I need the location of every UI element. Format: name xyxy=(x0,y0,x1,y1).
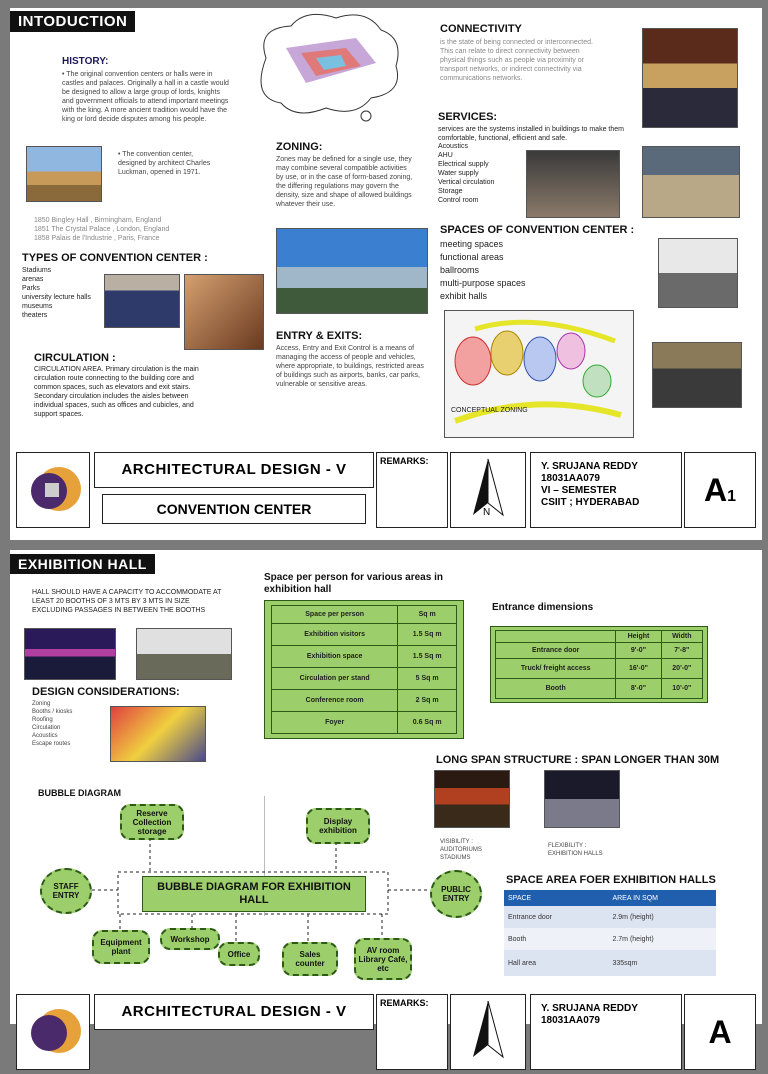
space-table-cell: 2 Sq m xyxy=(398,690,457,712)
spaces-item: ballrooms xyxy=(440,265,480,275)
types-item: Stadiums xyxy=(22,267,52,274)
remarks-label: REMARKS: xyxy=(380,998,429,1008)
entrance-table-cell: 8'-0" xyxy=(616,679,661,699)
sheet-number-box xyxy=(684,452,756,528)
sheet-number-sub: 1 xyxy=(727,488,736,505)
entrance-table-cell: Entrance door xyxy=(496,643,616,659)
sheet-number-box xyxy=(684,994,756,1070)
student-roll: 18031AA079 xyxy=(541,1015,600,1026)
student-roll: 18031AA079 xyxy=(541,473,600,484)
remarks-label: REMARKS: xyxy=(380,456,429,466)
connectivity-text: is the state of being connected or interconnected. This can relate to direct connectivity between physical things such as people via proximity or transport networks, or indirect connectivity via communications networks. xyxy=(440,39,593,82)
design-item: Roofing xyxy=(32,717,53,723)
museum-photo xyxy=(184,274,264,350)
course-box xyxy=(94,452,374,488)
bubble-display-exhibition: Display exhibition xyxy=(306,808,370,844)
bubble-av-room: AV room Library Café, etc xyxy=(354,938,412,980)
types-title: TYPES OF CONVENTION CENTER : xyxy=(22,252,208,264)
design-item: Booths / kiosks xyxy=(32,709,73,715)
bingley-hall-photo xyxy=(26,146,102,202)
long-span-title: LONG SPAN STRUCTURE : SPAN LONGER THAN 30M xyxy=(436,754,720,766)
zoning-title: ZONING: xyxy=(276,141,323,153)
section-header-exhibition: EXHIBITION HALL xyxy=(10,554,155,574)
project-box xyxy=(102,494,366,524)
entrance-table-cell: 16'-0" xyxy=(616,659,661,679)
spaces-item: multi-purpose spaces xyxy=(440,278,526,288)
bubble-sales-counter: Sales counter xyxy=(282,942,338,976)
bubble-reserve-storage: Reserve Collection storage xyxy=(120,804,184,840)
sheet-number xyxy=(685,453,755,534)
sheet-number: A xyxy=(708,1014,732,1050)
history-title: HISTORY: xyxy=(62,56,109,67)
services-item: Vertical circulation xyxy=(438,179,495,186)
college-logo-icon xyxy=(17,995,89,1069)
entrance-table-cell: 7'-8" xyxy=(661,643,702,659)
services-item: Electrical supply xyxy=(438,161,489,168)
remarks-box xyxy=(376,452,448,528)
hall-interior-photo xyxy=(642,28,738,128)
logo-box xyxy=(16,994,90,1070)
sheet-number-letter: A xyxy=(703,472,728,508)
project-title: CONVENTION CENTER xyxy=(156,501,312,517)
site-sketch-cloud xyxy=(246,8,406,126)
caption-line: EXHIBITION HALLS xyxy=(548,851,603,857)
course-box xyxy=(94,994,374,1030)
design-item: Zoning xyxy=(32,701,51,707)
north-label: N xyxy=(483,507,491,518)
design-considerations-title: DESIGN CONSIDERATIONS: xyxy=(32,686,180,698)
types-item: Parks xyxy=(22,285,40,292)
entry-text: Access, Entry and Exit Control is a means of managing the access of people and vehicles, where appropriate, to buildings, restricted areas of buildings such as airports, banks, car parks, vulnerable or sensitive areas. xyxy=(276,345,424,388)
bubble-staff-entry: STAFF ENTRY xyxy=(40,868,92,914)
bubble-public-entry: PUBLIC ENTRY xyxy=(430,870,482,918)
area-table-title: SPACE AREA FOER EXHIBITION HALLS xyxy=(506,874,716,886)
design-item: Circulation xyxy=(32,725,61,731)
logo-box xyxy=(16,452,90,528)
bubble-diagram-title: BUBBLE DIAGRAM xyxy=(38,788,121,798)
student-name: Y. SRUJANA REDDY xyxy=(541,1003,638,1014)
remarks-box xyxy=(376,994,448,1070)
entrance-table-cell: 20'-0" xyxy=(661,659,702,679)
history-list-item: 1850 Bingley Hall , Birmingham, England xyxy=(34,217,162,224)
history-list xyxy=(34,216,204,243)
area-table-cell: 2.9m (height) xyxy=(612,913,654,921)
title-block-2 xyxy=(10,990,762,1074)
circulation-text: CIRCULATION AREA. Primary circulation is the main circulation route connecting to the building core and common spaces, such as elevators and exit stairs. Secondary circulation includes the aisles between individual spaces, such as offices and cubicles, and support spaces. xyxy=(34,366,199,418)
space-table-title: Space per person for various areas in exhibition hall xyxy=(264,572,443,595)
entrance-table-header: Height xyxy=(616,631,661,643)
spaces-item: exhibit halls xyxy=(440,291,488,301)
area-table-header: SPACE xyxy=(508,894,532,902)
sheet-introduction xyxy=(10,8,762,540)
student-name: Y. SRUJANA REDDY xyxy=(541,461,638,472)
space-table-cell: 1.5 Sq m xyxy=(398,646,457,668)
services-item: Water supply xyxy=(438,170,479,177)
title-block xyxy=(10,448,762,532)
atrium-photo xyxy=(658,238,738,308)
bubble-office: Office xyxy=(218,942,260,966)
conceptual-zoning-diagram xyxy=(444,310,634,438)
area-table-cell: Entrance door xyxy=(508,913,552,921)
types-item: arenas xyxy=(22,276,44,283)
caption-line: FLEXIBILITY : xyxy=(548,843,587,849)
services-title: SERVICES: xyxy=(438,111,498,123)
diagram-label: CONCEPTUAL ZONING xyxy=(451,407,528,414)
space-table-cell: 1.5 Sq m xyxy=(398,624,457,646)
space-table-cell: Exhibition space xyxy=(272,646,398,668)
design-item: Escape routes xyxy=(32,741,71,747)
area-table-cell: 335sqm xyxy=(612,959,638,967)
services-list xyxy=(438,142,494,205)
types-item: theaters xyxy=(22,312,48,319)
services-photo-2 xyxy=(642,146,740,218)
caption-line: VISIBILITY : xyxy=(440,839,473,845)
services-photo-1 xyxy=(526,150,620,218)
course-title: ARCHITECTURAL DESIGN - V xyxy=(121,461,347,478)
zoning-text: Zones may be defined for a single use, they may combine several compatible activities by use, or in the case of form-based zoning, the differing regulations may govern the density, size and shape of allowed buildings whatever their use. xyxy=(276,156,413,208)
caption-line: STADIUMS xyxy=(440,855,471,861)
entrance-table-title: Entrance dimensions xyxy=(492,602,594,613)
spaces-title: SPACES OF CONVENTION CENTER : xyxy=(440,224,635,236)
section-header-intro: INTODUCTION xyxy=(10,11,135,32)
north-box xyxy=(450,452,526,528)
student-semester: VI – SEMESTER xyxy=(541,485,617,496)
college-logo-icon xyxy=(17,453,89,527)
space-table-cell: Foyer xyxy=(272,712,398,734)
student-info xyxy=(531,995,681,1035)
space-table-header: Space per person xyxy=(272,606,398,624)
history-list-item: 1851 The Crystal Palace , London, England xyxy=(34,226,170,233)
space-table-cell: 5 Sq m xyxy=(398,668,457,690)
design-item: Acoustics xyxy=(32,733,58,739)
north-arrow-icon xyxy=(451,995,525,1069)
history-list-item: 1858 Palais de l'Industrie , Paris, France xyxy=(34,235,160,242)
spaces-item: functional areas xyxy=(440,252,504,262)
spaces-item: meeting spaces xyxy=(440,239,504,249)
bubble-center: BUBBLE DIAGRAM FOR EXHIBITION HALL xyxy=(142,876,366,912)
entrance-table-cell: 10'-0" xyxy=(661,679,702,699)
student-box xyxy=(530,994,682,1070)
entrance-table-cell: 9'-0" xyxy=(616,643,661,659)
space-table-cell: 0.6 Sq m xyxy=(398,712,457,734)
entrance-table-cell: Booth xyxy=(496,679,616,699)
spaces-list xyxy=(440,238,526,303)
student-college: CSIIT ; HYDERABAD xyxy=(541,497,640,508)
course-title: ARCHITECTURAL DESIGN - V xyxy=(121,1003,347,1020)
space-table-cell: Circulation per stand xyxy=(272,668,398,690)
area-table xyxy=(504,890,716,976)
connectivity-title: CONNECTIVITY xyxy=(440,23,522,35)
services-text: services are the systems installed in buildings to make them comfortable, functional, efficient and safe. xyxy=(438,126,624,142)
services-item: AHU xyxy=(438,152,453,159)
types-item: museums xyxy=(22,303,53,310)
space-table-header: Sq m xyxy=(398,606,457,624)
banquet-photo xyxy=(652,342,742,408)
history-caption: • The convention center, designed by architect Charles Luckman, opened in 1971. xyxy=(118,151,211,176)
lecture-hall-photo xyxy=(104,274,180,328)
zoning-sketch xyxy=(445,311,633,437)
entrance-table-cell: Truck/ freight access xyxy=(496,659,616,679)
area-table-cell: Hall area xyxy=(508,959,537,967)
caption-line: AUDITORIUMS xyxy=(440,847,482,853)
student-box xyxy=(530,452,682,528)
exhibition-intro: HALL SHOULD HAVE A CAPACITY TO ACCOMMODATE AT LEAST 20 BOOTHS OF 3 MTS BY 3 MTS IN SIZE EXCLUDING PASSAGES IN BETWEEN THE BOOTHS xyxy=(32,589,222,614)
types-item: university lecture halls xyxy=(22,294,91,301)
area-table-cell: 2.7m (height) xyxy=(612,935,654,943)
sheet-exhibition-hall xyxy=(10,550,762,1050)
bubble-workshop: Workshop xyxy=(160,928,220,950)
entry-title: ENTRY & EXITS: xyxy=(276,330,363,342)
services-item: Storage xyxy=(438,188,463,195)
area-table-grid xyxy=(504,890,716,976)
types-list xyxy=(22,266,91,320)
services-item: Control room xyxy=(438,197,479,204)
area-table-cell: Booth xyxy=(508,935,527,943)
north-box xyxy=(450,994,526,1070)
circulation-title: CIRCULATION : xyxy=(34,352,116,364)
bubble-equipment-plant: Equipment plant xyxy=(92,930,150,964)
space-table-cell: Conference room xyxy=(272,690,398,712)
convention-building-photo xyxy=(276,228,428,314)
services-item: Acoustics xyxy=(438,143,468,150)
entrance-table-header: Width xyxy=(661,631,702,643)
history-text: • The original convention centers or halls were in castles and palaces. Originally a hall in a castle would be designed to allow a large group of lords, knights and government officials to attend important meetings with the king. A more ancient tradition would have the king or lord decide disputes among his people. xyxy=(62,71,229,123)
area-table-header: AREA IN SQM xyxy=(612,894,658,902)
student-info xyxy=(531,453,681,517)
space-table-cell: Exhibition visitors xyxy=(272,624,398,646)
